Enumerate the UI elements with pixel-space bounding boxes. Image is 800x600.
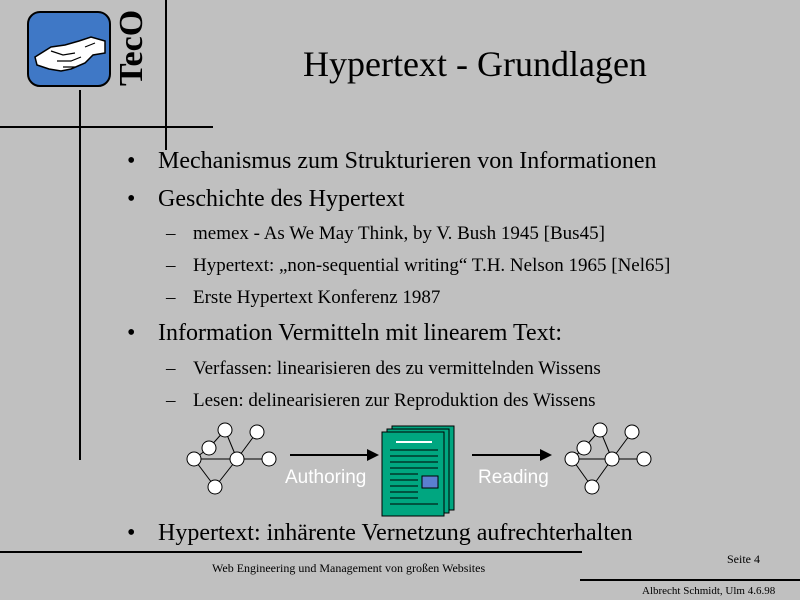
page-number: Seite 4 — [727, 552, 760, 566]
left-vertical-line — [79, 90, 81, 460]
sub-item-text: Verfassen: linearisieren des zu vermittelnden Wissens — [193, 358, 601, 379]
bullet-text: Geschichte des Hypertext — [158, 186, 405, 212]
bullet-text: Information Vermitteln mit linearem Text: — [158, 320, 563, 346]
right-hypertext-graph-icon — [565, 423, 651, 494]
dash-symbol: – — [166, 223, 176, 244]
document-stack-icon — [382, 426, 454, 516]
author-date: Albrecht Schmidt, Ulm 4.6.98 — [642, 585, 776, 597]
arrow-right-icon — [472, 449, 552, 461]
hypertext-diagram — [182, 418, 672, 518]
dash-symbol: – — [166, 390, 176, 411]
sub-item-text: Hypertext: „non-sequential writing“ T.H. Nelson 1965 [Nel65] — [193, 255, 671, 276]
dash-symbol: – — [166, 287, 176, 308]
bullet-symbol: • — [127, 520, 136, 546]
logo-text: TecO — [113, 9, 150, 86]
reading-label: Reading — [478, 467, 549, 488]
header-horizontal-line — [0, 126, 213, 128]
sub-item-text: Erste Hypertext Konferenz 1987 — [193, 287, 441, 308]
bullet-symbol: • — [127, 320, 136, 346]
course-title: Web Engineering und Management von großen Websites — [212, 561, 486, 575]
footer-author-line — [580, 579, 800, 581]
handshake-icon — [27, 11, 111, 87]
authoring-label: Authoring — [285, 467, 367, 488]
bullet-symbol: • — [127, 148, 136, 174]
page-title: Hypertext - Grundlagen — [303, 44, 647, 84]
dash-symbol: – — [166, 358, 176, 379]
footer-divider-line — [0, 551, 582, 553]
bullet-symbol: • — [127, 186, 136, 212]
arrow-right-icon — [290, 449, 379, 461]
bullet-text: Mechanismus zum Strukturieren von Informationen — [158, 148, 657, 174]
left-hypertext-graph-icon — [187, 423, 276, 494]
sub-item-text: Lesen: delinearisieren zur Reproduktion des Wissens — [193, 390, 596, 411]
bullet-text: Hypertext: inhärente Vernetzung aufrechterhalten — [158, 520, 633, 546]
sub-item-text: memex - As We May Think, by V. Bush 1945 [Bus45] — [193, 223, 605, 244]
dash-symbol: – — [166, 255, 176, 276]
